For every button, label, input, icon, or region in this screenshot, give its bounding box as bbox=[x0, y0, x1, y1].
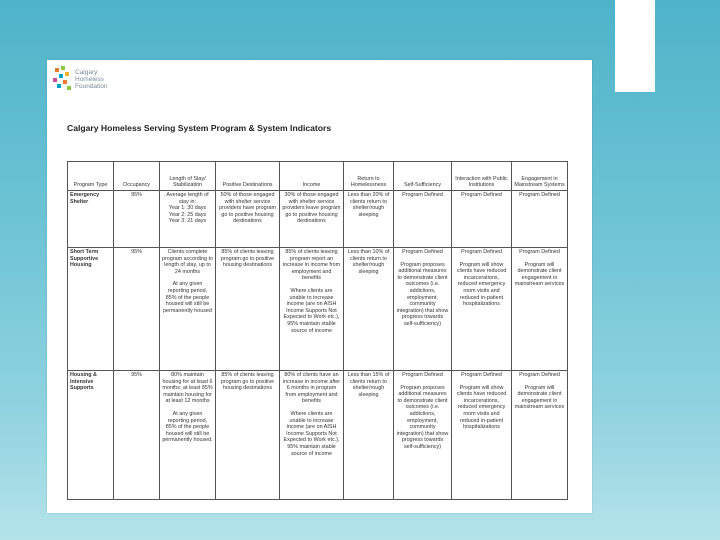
column-header: Interaction with Public Institutions bbox=[452, 162, 512, 191]
public-institutions-cell: Program Defined Program will show clients have reduced incarcerations, reduced emergency room visits and reduced in-patient hospitalizations bbox=[452, 248, 512, 371]
public-institutions-cell: Program Defined bbox=[452, 191, 512, 248]
return-to-homelessness-cell: Less than 10% of clients return to shelter/rough sleeping bbox=[344, 248, 394, 371]
table-row bbox=[68, 371, 568, 500]
income-cell: 30% of those engaged with shelter service providers leave program go to positive housing destinations bbox=[280, 191, 344, 248]
logo-square-4 bbox=[65, 72, 69, 76]
logo-square-2 bbox=[61, 66, 65, 70]
calgary-homeless-foundation-logo bbox=[53, 66, 123, 96]
document-page bbox=[47, 60, 592, 513]
length-of-stay-cell: 80% maintain housing for at least 6 months; at least 85% maintain housing for at least 12 months At any given reporting period, 85% of the people housed will still be permanently housed. bbox=[160, 371, 216, 500]
logo-wordmark bbox=[75, 69, 108, 90]
logo-square-6 bbox=[63, 80, 67, 84]
length-of-stay-cell: Average length of stay in: Year 1: 30 days Year 2: 25 days Year 3: 21 days bbox=[160, 191, 216, 248]
positive-destinations-cell: 85% of clients leaving program go to positive housing destinations bbox=[216, 248, 280, 371]
mainstream-systems-cell: Program Defined bbox=[512, 191, 568, 248]
table-row bbox=[68, 248, 568, 371]
self-sufficiency-cell: Program Defined bbox=[394, 191, 452, 248]
income-cell: 80% of clients have an increase in income after 6 months in program from employment and benefits Where clients are unable to increase income (are on AISH Income Supports Not Expected to Work etc.), 95% maintain stable source of income bbox=[280, 371, 344, 500]
column-header: Program Type bbox=[68, 162, 114, 191]
column-header: Self-Sufficiency bbox=[394, 162, 452, 191]
occupancy-cell: 95% bbox=[114, 191, 160, 248]
mainstream-systems-cell: Program Defined Program will demonstrate client engagement in mainstream services bbox=[512, 371, 568, 500]
return-to-homelessness-cell: Less than 15% of clients return to shelter/rough sleeping bbox=[344, 371, 394, 500]
self-sufficiency-cell: Program Defined Program proposes additional measures to demonstrate client outcomes (i.e. addictions, employment, community integration) that show progress towards self-sufficiency) bbox=[394, 371, 452, 500]
logo-square-5 bbox=[53, 78, 57, 82]
mainstream-systems-cell: Program Defined Program will demonstrate client engagement in mainstream services bbox=[512, 248, 568, 371]
public-institutions-cell: Program Defined Program will show clients have reduced incarcerations, reduced emergency room visits and reduced in-patient hospitalizations bbox=[452, 371, 512, 500]
occupancy-cell: 95% bbox=[114, 371, 160, 500]
logo-square-1 bbox=[55, 68, 59, 72]
logo-square-3 bbox=[59, 74, 63, 78]
indicators-table bbox=[67, 161, 568, 500]
column-header: Engagement in Mainstream Systems bbox=[512, 162, 568, 191]
occupancy-cell: 95% bbox=[114, 248, 160, 371]
positive-destinations-cell: 50% of those engaged with shelter service providers have program go to positive housing destinations bbox=[216, 191, 280, 248]
column-header: Income bbox=[280, 162, 344, 191]
foundation-logo-icon bbox=[53, 66, 73, 94]
self-sufficiency-cell: Program Defined Program proposes additional measures to demonstrate client outcomes (i.e. addictions, employment, community integration) that show progress towards self-sufficiency) bbox=[394, 248, 452, 371]
document-title: Calgary Homeless Serving System Program & System Indicators bbox=[67, 123, 332, 133]
column-header: Occupancy bbox=[114, 162, 160, 191]
return-to-homelessness-cell: Less than 20% of clients return to shelter/rough sleeping bbox=[344, 191, 394, 248]
column-header: Positive Destinations bbox=[216, 162, 280, 191]
logo-line-1: Calgary bbox=[75, 69, 98, 76]
corner-white-box bbox=[615, 0, 655, 92]
logo-square-7 bbox=[57, 84, 61, 88]
logo-line-3: Foundation bbox=[75, 83, 108, 90]
income-cell: 85% of clients leaving program report an increase in income from employment and benefits Where clients are unable to increase income (are on AISH Income Supports Not Expected to Work etc.), 95% maintain stable source of income bbox=[280, 248, 344, 371]
column-header: Length of Stay/ Stabilization bbox=[160, 162, 216, 191]
program-type-cell: Short Term Supportive Housing bbox=[68, 248, 114, 371]
logo-square-8 bbox=[67, 86, 71, 90]
column-header: Return to Homelessness bbox=[344, 162, 394, 191]
length-of-stay-cell: Clients complete program according to length of stay, up to 24 months At any given reporting period, 85% of the people housed will still be permanently housed bbox=[160, 248, 216, 371]
table-row bbox=[68, 191, 568, 248]
table-header-row bbox=[68, 162, 568, 191]
logo-line-2: Homeless bbox=[75, 76, 104, 83]
positive-destinations-cell: 85% of clients leaving program go to positive housing destinations bbox=[216, 371, 280, 500]
program-type-cell: Housing & Intensive Supports bbox=[68, 371, 114, 500]
program-type-cell: Emergency Shelter bbox=[68, 191, 114, 248]
